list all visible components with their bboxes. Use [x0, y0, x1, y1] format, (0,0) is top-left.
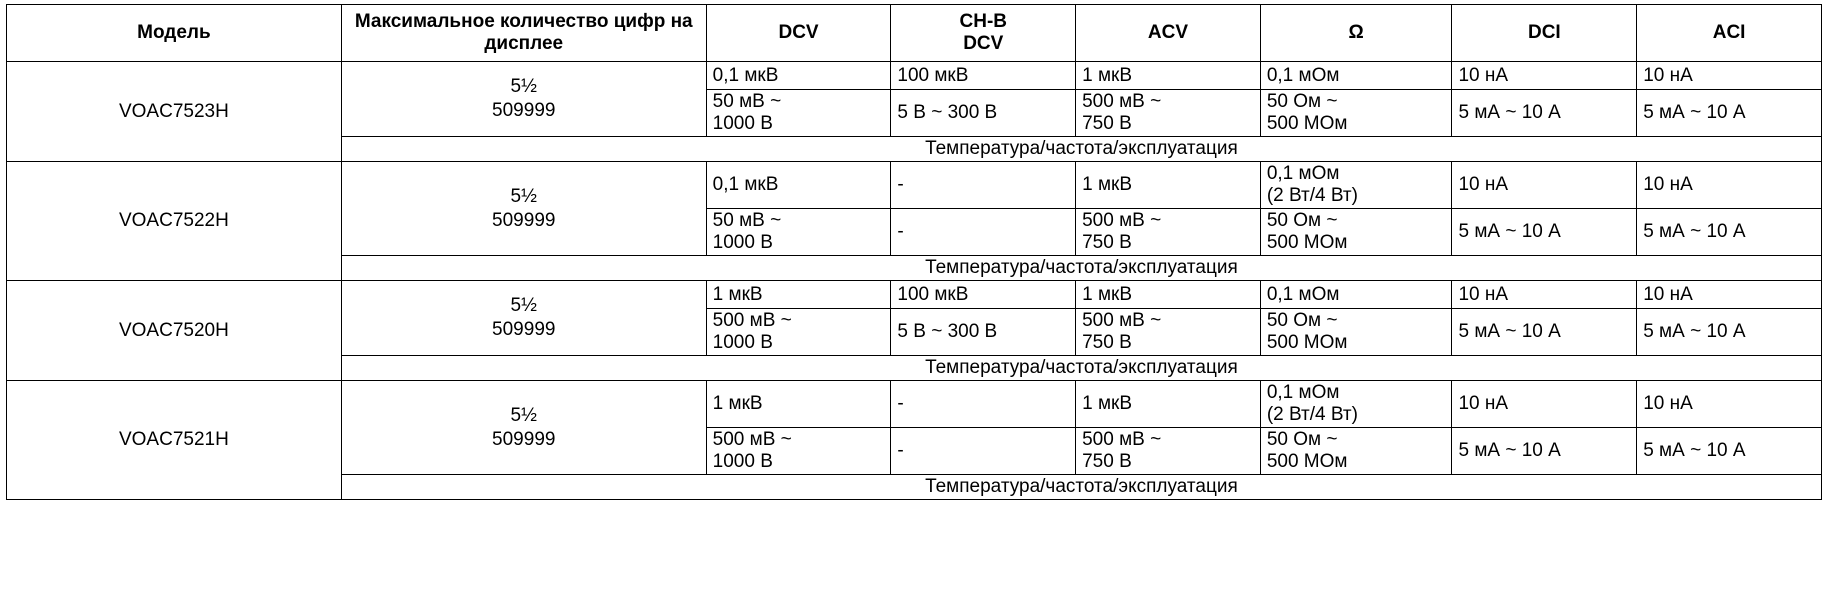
- header-acv: ACV: [1076, 5, 1261, 62]
- aci-range: 5 мА ~ 10 А: [1637, 90, 1822, 137]
- acv-range-line2: 750 В: [1082, 451, 1132, 472]
- ohm-resolution-line2: (2 Вт/4 Вт): [1266, 404, 1358, 425]
- acv-range-line2: 750 В: [1082, 332, 1132, 353]
- ohm-range-line1: 50 Ом ~: [1266, 429, 1338, 450]
- dci-resolution: 10 нА: [1452, 281, 1637, 309]
- dcv-range: [706, 309, 891, 356]
- dci-range: 5 мА ~ 10 А: [1452, 209, 1637, 256]
- ohm-range: [1260, 90, 1452, 137]
- dcv-resolution: 0,1 мкВ: [706, 162, 891, 209]
- digits-count: 509999: [492, 209, 556, 231]
- ohm-resolution: [1260, 162, 1452, 209]
- spec-table: [6, 4, 1822, 500]
- header-chb-dcv: [891, 5, 1076, 62]
- header-dci: DCI: [1452, 5, 1637, 62]
- ohm-range-line2: 500 МОм: [1266, 232, 1348, 253]
- chb-dcv-resolution: 100 мкВ: [891, 62, 1076, 90]
- dcv-resolution: 0,1 мкВ: [706, 62, 891, 90]
- ohm-resolution: [1260, 281, 1452, 309]
- dci-resolution: 10 нА: [1452, 62, 1637, 90]
- header-chb-dcv-line2: DCV: [963, 33, 1004, 54]
- functions-footer: Температура/частота/эксплуатация: [341, 356, 1821, 381]
- functions-footer: Температура/частота/эксплуатация: [341, 256, 1821, 281]
- ohm-resolution: [1260, 62, 1452, 90]
- aci-resolution: 10 нА: [1637, 281, 1822, 309]
- acv-range: [1076, 209, 1261, 256]
- ohm-range-line1: 50 Ом ~: [1266, 91, 1338, 112]
- acv-range: [1076, 428, 1261, 475]
- dcv-range-line2: 1000 В: [712, 332, 773, 353]
- digits-count: 509999: [492, 428, 556, 450]
- aci-resolution: 10 нА: [1637, 381, 1822, 428]
- ohm-range-line2: 500 МОм: [1266, 332, 1348, 353]
- header-ohm: Ω: [1260, 5, 1452, 62]
- acv-resolution: 1 мкВ: [1076, 162, 1261, 209]
- ohm-resolution-line1: 0,1 мОм: [1266, 283, 1340, 305]
- dcv-range-line2: 1000 В: [712, 113, 773, 134]
- functions-footer: Температура/частота/эксплуатация: [341, 137, 1821, 162]
- dci-range: 5 мА ~ 10 А: [1452, 309, 1637, 356]
- dcv-range-line1: 500 мВ ~: [712, 310, 792, 331]
- table-row: [7, 381, 1822, 428]
- dcv-range-line2: 1000 В: [712, 451, 773, 472]
- acv-range-line1: 500 мВ ~: [1082, 310, 1162, 331]
- dci-resolution: 10 нА: [1452, 162, 1637, 209]
- ohm-range-line1: 50 Ом ~: [1266, 310, 1338, 331]
- ohm-resolution-line1: 0,1 мОм: [1266, 382, 1340, 403]
- dci-range: 5 мА ~ 10 А: [1452, 428, 1637, 475]
- acv-range-line2: 750 В: [1082, 113, 1132, 134]
- chb-dcv-range: -: [891, 209, 1076, 256]
- acv-range: [1076, 90, 1261, 137]
- header-chb-dcv-line1: СН-В: [959, 11, 1007, 32]
- table-row: [7, 62, 1822, 90]
- digits-symbol: 5½: [510, 185, 537, 207]
- ohm-resolution-line1: 0,1 мОм: [1266, 163, 1340, 184]
- acv-range: [1076, 309, 1261, 356]
- acv-resolution: 1 мкВ: [1076, 281, 1261, 309]
- functions-footer: Температура/частота/эксплуатация: [341, 475, 1821, 500]
- header-aci: ACI: [1637, 5, 1822, 62]
- table-row: [7, 162, 1822, 209]
- dcv-range: [706, 90, 891, 137]
- header-row: [7, 5, 1822, 62]
- acv-range-line1: 500 мВ ~: [1082, 91, 1162, 112]
- chb-dcv-range: 5 В ~ 300 В: [891, 90, 1076, 137]
- aci-range: 5 мА ~ 10 А: [1637, 209, 1822, 256]
- model-cell: VOAC7520H: [7, 281, 342, 381]
- dcv-range-line2: 1000 В: [712, 232, 773, 253]
- model-cell: VOAC7523H: [7, 62, 342, 162]
- ohm-range-line1: 50 Ом ~: [1266, 210, 1338, 231]
- aci-resolution: 10 нА: [1637, 62, 1822, 90]
- digits-count: 509999: [492, 319, 556, 340]
- dcv-range-line1: 50 мВ ~: [712, 210, 782, 231]
- ohm-resolution-line1: 0,1 мОм: [1266, 64, 1340, 86]
- chb-dcv-resolution: -: [891, 162, 1076, 209]
- digits-symbol: 5½: [510, 76, 537, 97]
- chb-dcv-range: -: [891, 428, 1076, 475]
- ohm-range: [1260, 209, 1452, 256]
- dcv-range: [706, 209, 891, 256]
- digits-count: 509999: [492, 100, 556, 121]
- dci-resolution: 10 нА: [1452, 381, 1637, 428]
- ohm-range-line2: 500 МОм: [1266, 113, 1348, 134]
- model-cell: VOAC7521H: [7, 381, 342, 500]
- acv-range-line1: 500 мВ ~: [1082, 210, 1162, 231]
- chb-dcv-resolution: -: [891, 381, 1076, 428]
- digits-symbol: 5½: [510, 404, 537, 426]
- model-cell: VOAC7522H: [7, 162, 342, 281]
- aci-resolution: 10 нА: [1637, 162, 1822, 209]
- dcv-range: [706, 428, 891, 475]
- dcv-resolution: 1 мкВ: [706, 281, 891, 309]
- acv-resolution: 1 мкВ: [1076, 62, 1261, 90]
- aci-range: 5 мА ~ 10 А: [1637, 428, 1822, 475]
- header-dcv: DCV: [706, 5, 891, 62]
- chb-dcv-range: 5 В ~ 300 В: [891, 309, 1076, 356]
- ohm-range-line2: 500 МОм: [1266, 451, 1348, 472]
- dci-range: 5 мА ~ 10 А: [1452, 90, 1637, 137]
- ohm-resolution-line2: (2 Вт/4 Вт): [1266, 185, 1358, 206]
- header-digits: Максимальное количество цифр на дисплее: [341, 5, 706, 62]
- dcv-resolution: 1 мкВ: [706, 381, 891, 428]
- digits-cell: [341, 381, 706, 475]
- table-row: [7, 281, 1822, 309]
- ohm-range: [1260, 309, 1452, 356]
- acv-range-line1: 500 мВ ~: [1082, 429, 1162, 450]
- header-model: Модель: [7, 5, 342, 62]
- digits-cell: [341, 162, 706, 256]
- ohm-resolution: [1260, 381, 1452, 428]
- digits-symbol: 5½: [510, 295, 537, 316]
- acv-range-line2: 750 В: [1082, 232, 1132, 253]
- aci-range: 5 мА ~ 10 А: [1637, 309, 1822, 356]
- acv-resolution: 1 мкВ: [1076, 381, 1261, 428]
- chb-dcv-resolution: 100 мкВ: [891, 281, 1076, 309]
- dcv-range-line1: 50 мВ ~: [712, 91, 782, 112]
- digits-cell: [341, 281, 706, 356]
- dcv-range-line1: 500 мВ ~: [712, 429, 792, 450]
- ohm-range: [1260, 428, 1452, 475]
- digits-cell: [341, 62, 706, 137]
